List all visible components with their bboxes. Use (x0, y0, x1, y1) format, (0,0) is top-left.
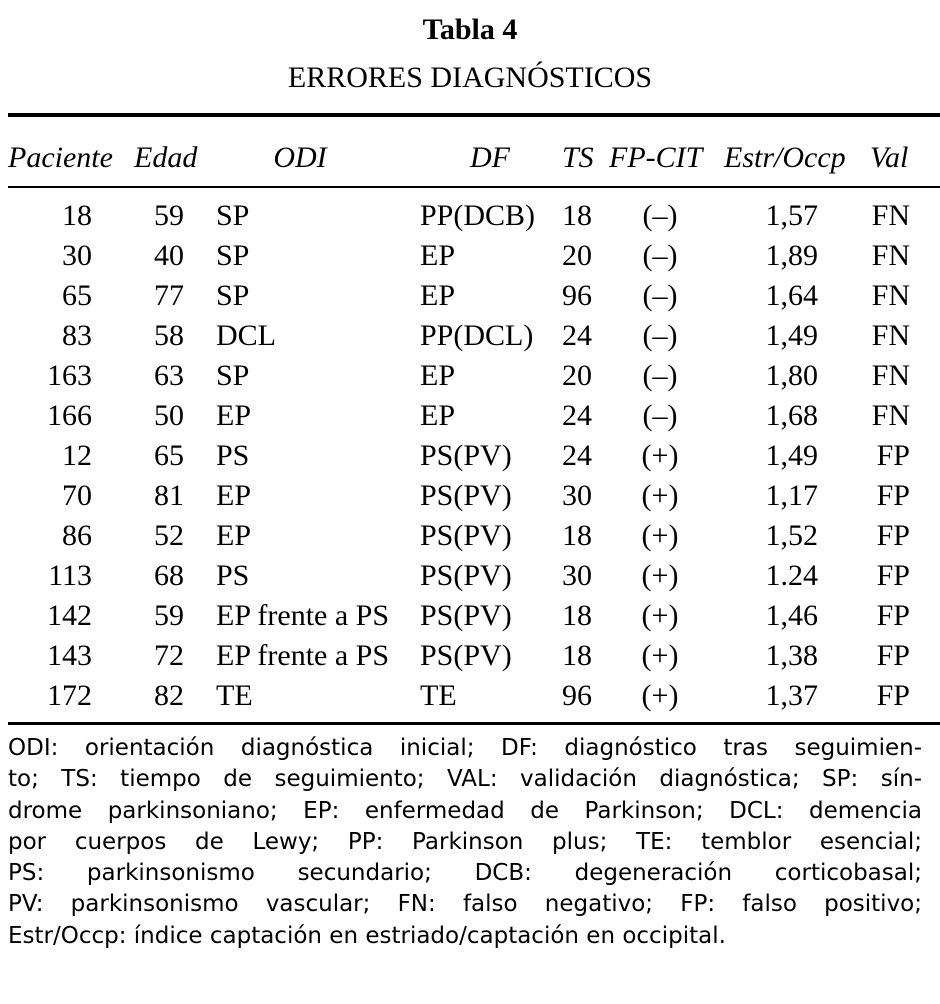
cell-ts: 24 (562, 319, 592, 352)
cell-odi: EP frente a PS (216, 599, 390, 632)
cell-edad: 82 (154, 679, 184, 712)
cell-estr-occp: 1,17 (765, 479, 818, 512)
cell-estr-occp: 1,38 (765, 639, 818, 672)
cell-ts: 18 (562, 519, 592, 552)
cell-odi: SP (216, 359, 250, 392)
footnote-line: drome parkinsoniano; EP: enfermedad de Parkinson; DCL: demencia (8, 797, 922, 824)
cell-odi: EP frente a PS (216, 639, 390, 672)
cell-df: PS(PV) (420, 599, 512, 632)
table-row (0, 676, 940, 716)
cell-fp-cit: (–) (642, 319, 678, 352)
cell-paciente: 70 (62, 479, 92, 512)
cell-df: PS(PV) (420, 639, 512, 672)
cell-val: FP (876, 679, 910, 712)
cell-fp-cit: (–) (642, 279, 678, 312)
cell-estr-occp: 1,89 (765, 239, 818, 272)
footnote-line: PV: parkinsonismo vascular; FN: falso negativo; FP: falso positivo; (8, 891, 922, 918)
cell-ts: 18 (562, 199, 592, 232)
cell-fp-cit: (+) (641, 479, 679, 512)
cell-val: FP (876, 639, 910, 672)
cell-edad: 77 (154, 279, 184, 312)
cell-df: EP (420, 399, 456, 432)
column-header-edad: Edad (134, 141, 198, 174)
cell-paciente: 86 (62, 519, 92, 552)
cell-paciente: 18 (62, 199, 92, 232)
cell-odi: TE (216, 679, 253, 712)
cell-val: FN (871, 239, 910, 272)
cell-odi: SP (216, 279, 250, 312)
cell-odi: SP (216, 239, 250, 272)
footnote-line: por cuerpos de Lewy; PP: Parkinson plus; TE: temblor esencial; (8, 828, 922, 855)
table-row (0, 436, 940, 476)
cell-ts: 24 (562, 439, 592, 472)
cell-edad: 65 (154, 439, 184, 472)
cell-df: PS(PV) (420, 479, 512, 512)
cell-ts: 18 (562, 599, 592, 632)
cell-odi: EP (216, 519, 252, 552)
cell-val: FP (876, 439, 910, 472)
cell-df: TE (420, 679, 457, 712)
cell-fp-cit: (+) (641, 519, 679, 552)
cell-ts: 96 (562, 679, 592, 712)
cell-edad: 68 (154, 559, 184, 592)
cell-fp-cit: (+) (641, 639, 679, 672)
table-row (0, 396, 940, 436)
cell-estr-occp: 1,49 (765, 439, 818, 472)
table-row (0, 356, 940, 396)
cell-edad: 50 (154, 399, 184, 432)
cell-val: FN (871, 319, 910, 352)
cell-df: EP (420, 279, 456, 312)
cell-paciente: 143 (47, 639, 92, 672)
cell-paciente: 113 (48, 559, 92, 592)
cell-estr-occp: 1,64 (765, 279, 818, 312)
cell-df: EP (420, 239, 456, 272)
table-footnote (8, 733, 922, 952)
cell-val: FP (876, 519, 910, 552)
cell-odi: SP (216, 199, 250, 232)
top-rule (8, 113, 940, 117)
cell-edad: 59 (154, 199, 184, 232)
cell-odi: PS (216, 559, 250, 592)
cell-val: FN (871, 359, 910, 392)
cell-paciente: 83 (62, 319, 92, 352)
cell-estr-occp: 1.24 (765, 559, 818, 592)
cell-ts: 20 (562, 359, 592, 392)
table-header-row (0, 138, 940, 178)
cell-df: PP(DCL) (420, 319, 534, 352)
cell-df: PS(PV) (420, 519, 512, 552)
cell-paciente: 172 (47, 679, 92, 712)
cell-fp-cit: (+) (641, 559, 679, 592)
cell-edad: 58 (154, 319, 184, 352)
table-row (0, 516, 940, 556)
cell-df: PS(PV) (420, 559, 512, 592)
column-header-estr-occp: Estr/Occp (724, 141, 846, 174)
cell-fp-cit: (+) (641, 679, 679, 712)
table-title: ERRORES DIAGNÓSTICOS (287, 61, 653, 94)
cell-df: PS(PV) (420, 439, 512, 472)
table-row (0, 596, 940, 636)
cell-ts: 30 (562, 559, 592, 592)
cell-paciente: 30 (62, 239, 92, 272)
table-row (0, 476, 940, 516)
footnote-line: ODI: orientación diagnóstica inicial; DF: diagnóstico tras seguimien- (8, 735, 922, 761)
cell-edad: 72 (154, 639, 184, 672)
cell-val: FP (876, 479, 910, 512)
column-header-df: DF (470, 141, 510, 174)
column-header-fp-cit: FP-CIT (609, 141, 703, 174)
cell-estr-occp: 1,37 (765, 679, 818, 712)
cell-estr-occp: 1,46 (765, 599, 818, 632)
column-header-paciente: Paciente (8, 141, 113, 174)
cell-estr-occp: 1,68 (765, 399, 818, 432)
cell-df: EP (420, 359, 456, 392)
cell-paciente: 12 (62, 439, 92, 472)
cell-paciente: 163 (47, 359, 92, 392)
footnote-line: to; TS: tiempo de seguimiento; VAL: validación diagnóstica; SP: sín- (8, 766, 922, 793)
cell-edad: 81 (154, 479, 184, 512)
cell-edad: 63 (154, 359, 184, 392)
table-row (0, 276, 940, 316)
table-row (0, 236, 940, 276)
cell-odi: DCL (216, 319, 276, 352)
cell-ts: 30 (562, 479, 592, 512)
cell-val: FN (871, 399, 910, 432)
cell-val: FP (876, 559, 910, 592)
cell-estr-occp: 1,80 (765, 359, 818, 392)
cell-edad: 52 (154, 519, 184, 552)
cell-fp-cit: (–) (642, 399, 678, 432)
table-row (0, 316, 940, 356)
column-header-odi: ODI (273, 141, 327, 174)
cell-fp-cit: (–) (642, 239, 678, 272)
cell-paciente: 65 (62, 279, 92, 312)
header-rule (8, 186, 940, 188)
cell-edad: 40 (154, 239, 184, 272)
cell-ts: 20 (562, 239, 592, 272)
cell-edad: 59 (154, 599, 184, 632)
table-row (0, 636, 940, 676)
table-row (0, 556, 940, 596)
table-body (0, 196, 940, 716)
cell-estr-occp: 1,52 (765, 519, 818, 552)
bottom-rule (8, 722, 940, 725)
cell-fp-cit: (+) (641, 599, 679, 632)
cell-paciente: 142 (47, 599, 92, 632)
cell-estr-occp: 1,57 (765, 199, 818, 232)
cell-odi: EP (216, 479, 252, 512)
column-header-ts: TS (562, 141, 594, 174)
cell-estr-occp: 1,49 (765, 319, 818, 352)
cell-ts: 96 (562, 279, 592, 312)
footnote-line: Estr/Occp: índice captación en estriado/captación en occipital. (8, 922, 726, 949)
cell-odi: EP (216, 399, 252, 432)
cell-df: PP(DCB) (420, 199, 536, 232)
cell-paciente: 166 (47, 399, 92, 432)
cell-val: FP (876, 599, 910, 632)
cell-ts: 24 (562, 399, 592, 432)
cell-fp-cit: (–) (642, 199, 678, 232)
footnote-line: PS: parkinsonismo secundario; DCB: degeneración corticobasal; (8, 860, 922, 887)
cell-fp-cit: (+) (641, 439, 679, 472)
cell-odi: PS (216, 439, 250, 472)
table-row (0, 196, 940, 236)
cell-ts: 18 (562, 639, 592, 672)
cell-fp-cit: (–) (642, 359, 678, 392)
table-number: Tabla 4 (422, 13, 518, 46)
cell-val: FN (871, 279, 910, 312)
cell-val: FN (871, 199, 910, 232)
column-header-val: Val (870, 141, 909, 174)
